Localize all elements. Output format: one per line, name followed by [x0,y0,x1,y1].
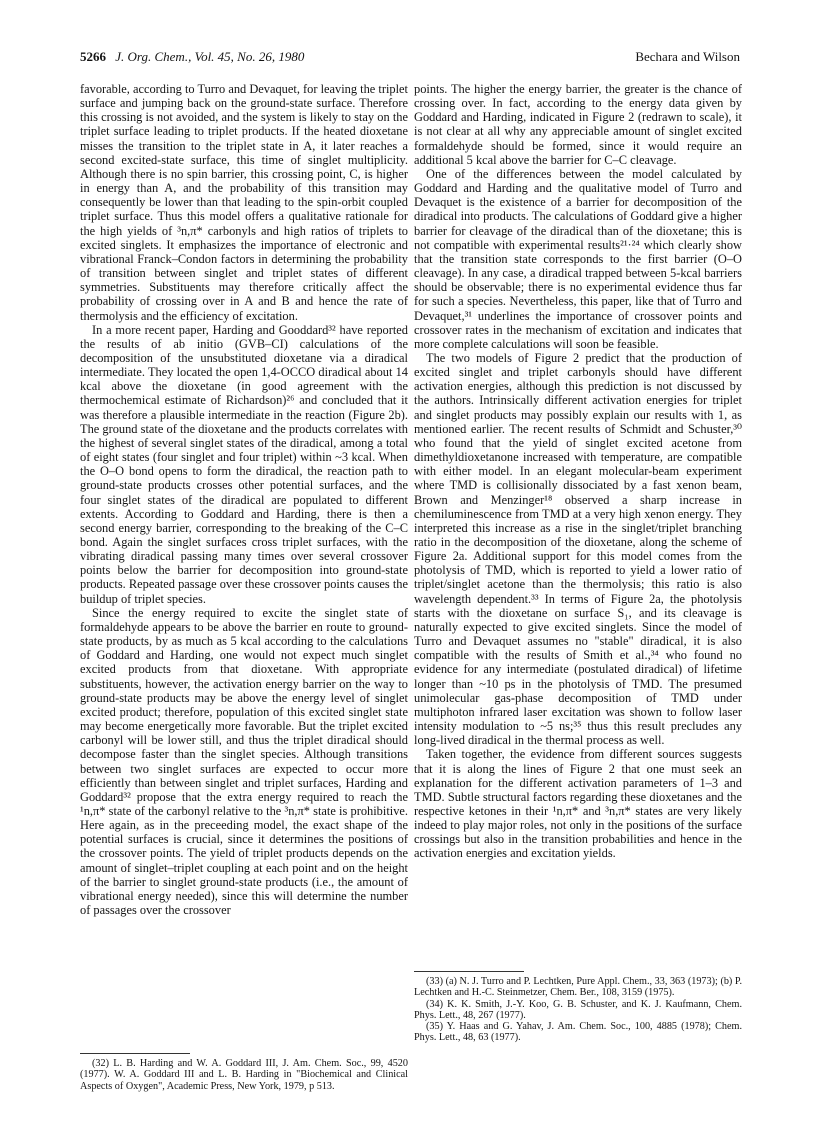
paragraph: Taken together, the evidence from different sources suggests that it is along the lines of Figure 2 that one must seek an explanation for the different activation parameters of 1–3 and TMD. Subtle structural factors regarding these dioxetanes and the respective ketones in their ¹n,π* and ³n,π* states are very likely indeed to play major roles, not only in the positions of the surface crossings but also in the transition probabilities and hence in the activation energies and excitation yields. [414,747,742,861]
footnotes-right [414,976,742,1044]
paragraph: points. The higher the energy barrier, the greater is the chance of crossing over. In fact, according to the energy data given by Goddard and Harding, indicated in Figure 2 (redrawn to scale), it is not clear at all why any appreciable amount of singlet excited formaldehyde should be formed, since it would require an additional 5 kcal above the barrier for C–C cleavage. [414,82,742,167]
running-head-left [80,49,304,65]
footnote-33: (33) (a) N. J. Turro and P. Lechtken, Pure Appl. Chem., 33, 363 (1973); (b) P. Lechtken and H.-C. Steinmetzer, Chem. Ber., 108, 3159 (1975). [414,976,742,999]
right-column [414,82,742,861]
paragraph: The two models of Figure 2 predict that the production of excited singlet and triplet carbonyls should have different activation energies, although this prediction is not discussed by the authors. Intrinsically different activation energies for triplet and singlet products may possibly explain our results with 1, as mentioned earlier. The recent results of Schmidt and Schuster,³⁰ who found that the yield of singlet excited acetone from dimethyldioxetanone increased with temperature, are compatible with either model. In an elegant molecular-beam experiment where TMD is collisionally dissociated by a fast xenon beam, Brown and Menzinger¹⁸ observed a sharp increase in chemiluminescence from TMD at a very high xenon energy. They interpreted this increase as a rise in the singlet/triplet branching ratio in the decomposition of the dioxetane, along the scheme of Figure 2a. Additional support for this model comes from the photolysis of TMD, which is reported to yield a lower ratio of triplet/singlet acetone than the thermolysis; this ratio is also wavelength dependent.³³ In terms of Figure 2a, the photolysis starts with the dioxetane on surface S₁, and its cleavage is naturally expected to give excited singlets. Since the model of Turro and Devaquet assumes no "stable" diradical, it is also compatible with the results of Smith et al.,³⁴ who found no evidence for any intermediate (postulated diradical) of lifetime longer than ~10 ps in the photolysis of TMD. The presumed unimolecular gas-phase decomposition of TMD under multiphoton infrared laser excitation was shown to follow laser intensity modulation to ~5 ns;³⁵ thus this result precludes any long-lived diradical in the thermal process as well. [414,350,742,748]
paragraph: In a more recent paper, Harding and Gooddard³² have reported the results of ab initio (GVB–CI) calculations of the decomposition of the unsubstituted dioxetane via a diradical intermediate. They located the open 1,4-OCCO diradical about 14 kcal above the dioxetane (in good agreement with the thermochemical estimate of Richardson)²⁶ and concluded that it was therefore a plausible intermediate in the reaction (Figure 2b). The ground state of the dioxetane and the products correlates with the highest of several singlet states of the diradical, among a total of eight states (four singlet and four triplet) within ~3 kcal. When the O–O bond opens to form the diradical, the reaction path to ground-state products crosses other potential surfaces, and the four singlet states of the diradical are populated to different extents. According to Goddard and Harding, there is then a second energy barrier, corresponding to the breaking of the C–C bond. Again the singlet surfaces cross triplet surfaces, with the vibrating diradical passing many times over several crossover points below the barrier for decomposition into ground-state products. Repeated passage over these crossover points causes the buildup of triplet species. [80,322,408,606]
running-head-authors: Bechara and Wilson [635,49,740,64]
footnote-35: (35) Y. Haas and G. Yahav, J. Am. Chem. Soc., 100, 4885 (1978); Chem. Phys. Lett., 48, 63 (1977). [414,1021,742,1044]
paragraph: Since the energy required to excite the singlet state of formaldehyde appears to be above the barrier en route to ground-state products, by as much as 5 kcal according to the calculations of Goddard and Harding, one would not expect much singlet excited products from that dioxetane. With appropriate substituents, however, the activation energy barrier on the way to ground-state products may be above the energy level of singlet excited product; therefore, population of this excited singlet state may become energetically more favorable. But the triplet excited carbonyl will be lower still, and thus the triplet diradical should decompose faster than the singlet species. Although transitions between two singlet surfaces are expected to occur more efficiently than between singlet and triplet surfaces, Harding and Goddard³² propose that the extra energy required to reach the ¹n,π* state of the carbonyl relative to the ³n,π* state is prohibitive. Here again, as in the preceeding model, the exact shape of the potential surfaces is crucial, since it determines the positions of the crossover points. The yield of triplet products depends on the amount of singlet–triplet coupling at each point and on the height of the barrier to singlet ground-state products (i.e., the amount of vibrational energy needed), since this will determine the number of passages over the crossover [80,605,408,918]
footnote-rule [414,971,524,972]
journal-citation: J. Org. Chem., Vol. 45, No. 26, 1980 [115,49,305,64]
footnote-rule [80,1053,190,1054]
footnotes-left [80,1058,408,1092]
paragraph: One of the differences between the model calculated by Goddard and Harding and the qualitative model of Turro and Devaquet is the existence of a barrier for decomposition of the diradical into products. The calculations of Goddard give a higher barrier for cleavage of the diradical than of the dioxetane; this is not compatible with experimental results²¹·²⁴ which clearly show that the transition state corresponds to the first barrier (O–O cleavage). In any case, a diradical trapped between 5-kcal barriers should be observable; there is no experimental evidence thus far for such a species. Nevertheless, this paper, like that of Turro and Devaquet,³¹ underlines the importance of crossover points and crossover rates in the mechanism of excitation and indicates that more complete calculations will soon be feasible. [414,166,742,351]
footnote-34: (34) K. K. Smith, J.-Y. Koo, G. B. Schuster, and K. J. Kaufmann, Chem. Phys. Lett., 48, 267 (1977). [414,998,742,1021]
page-header [80,49,740,67]
left-column [80,82,408,917]
paragraph: favorable, according to Turro and Devaquet, for leaving the triplet surface and jumping back on the ground-state surface. Therefore this crossing is not avoided, and the system is likely to stay on the triplet surface leading to triplet products. If the heated dioxetane misses the transition to the triplet state in A, it later reaches a second excited-state surface, this time of singlet multiplicity. Although there is no spin barrier, this crossing point, C, is higher in energy than A, and the probability of this transition may consequently be lower than that leading to the spin-orbit coupled triplet surface. Thus this model offers a qualitative rationale for the high yields of ³n,π* carbonyls and high ratios of triplets to excited singlets. It emphasizes the importance of electronic and vibrational Franck–Condon factors in determining the probability of transition between singlet and triplet states of different symmetries. Substituents may therefore critically affect the probability of crossing over in A and B and hence the rate of thermolysis and the efficiency of excitation. [80,82,408,323]
footnote-32: (32) L. B. Harding and W. A. Goddard III, J. Am. Chem. Soc., 99, 4520 (1977). W. A. Goddard III and L. B. Harding in "Biochemical and Clinical Aspects of Oxygen", Academic Press, New York, 1979, p 513. [80,1058,408,1092]
page-number: 5266 [80,49,106,64]
